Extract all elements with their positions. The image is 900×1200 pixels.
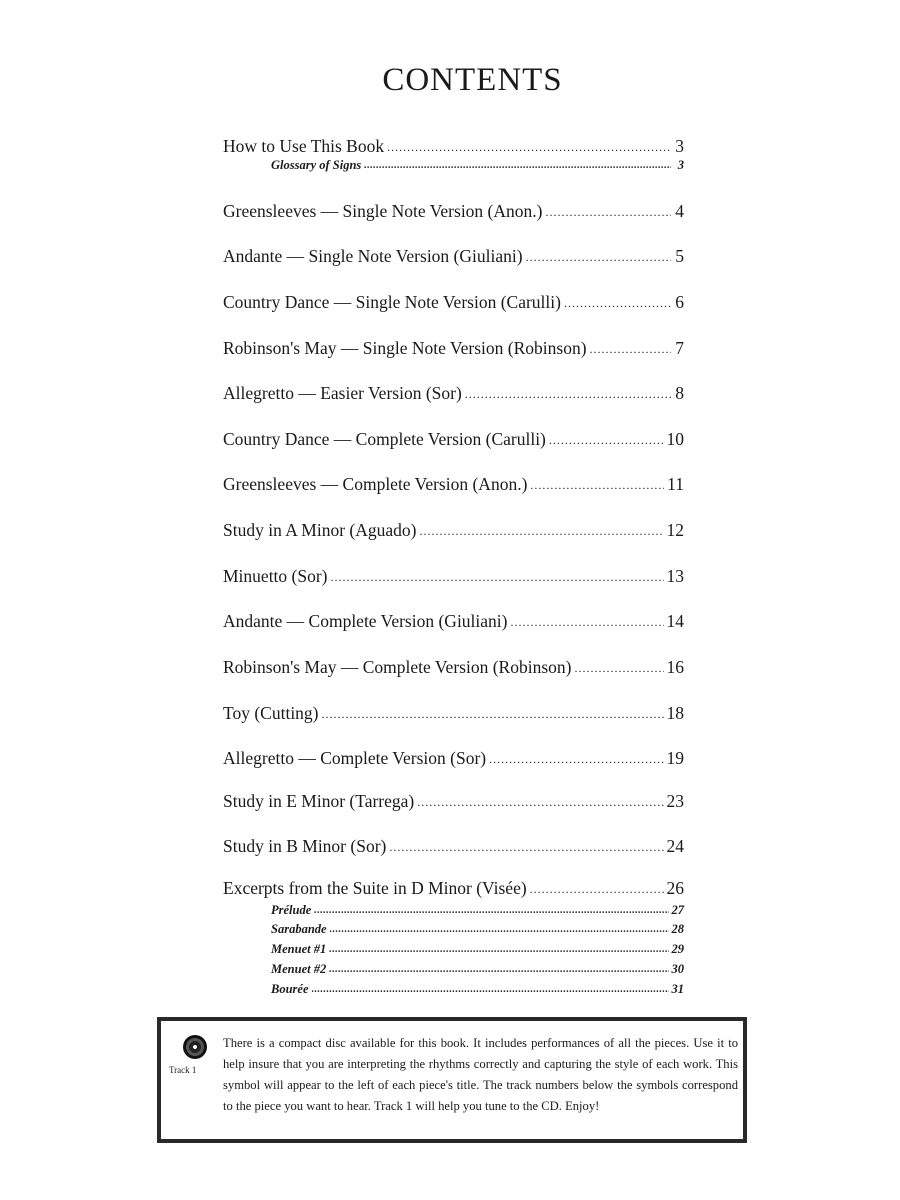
toc-entry-title: Andante — Complete Version (Giuliani)	[223, 611, 508, 631]
leader-dots	[389, 835, 663, 856]
toc-entry-page: 28	[671, 922, 684, 936]
leader-dots	[387, 135, 671, 156]
toc-entry-page: 3	[677, 158, 684, 172]
toc-entry-page: 13	[666, 566, 684, 586]
track-label: Track 1	[169, 1065, 197, 1075]
toc-entry	[223, 246, 684, 267]
toc-entry-page: 18	[666, 703, 684, 723]
toc-subentry	[271, 962, 684, 977]
toc-entry-title: Robinson's May — Complete Version (Robinson)	[223, 657, 572, 677]
leader-dots	[530, 473, 664, 494]
leader-dots	[549, 428, 664, 449]
toc-entry-page: 27	[671, 903, 684, 917]
toc-entry	[223, 201, 684, 222]
leader-dots	[564, 291, 671, 312]
toc-entry-page: 31	[671, 982, 684, 996]
toc-entry-page: 30	[671, 962, 684, 976]
toc-entry	[223, 878, 684, 899]
toc-entry-title: Menuet #1	[271, 942, 327, 956]
toc-entry-how-to-use	[223, 136, 684, 157]
toc-entry	[223, 791, 684, 812]
toc-entry	[223, 429, 684, 450]
toc-entry-title: Andante — Single Note Version (Giuliani)	[223, 246, 523, 266]
toc-entry-title: Prélude	[271, 903, 312, 917]
toc-entry	[223, 657, 684, 678]
toc-entry-title: How to Use This Book	[223, 136, 385, 156]
leader-dots	[590, 337, 671, 358]
toc-entry	[223, 383, 684, 404]
toc-entry	[223, 338, 684, 359]
toc-entry-page: 12	[666, 520, 684, 540]
leader-dots	[526, 245, 671, 266]
toc-entry-title: Minuetto (Sor)	[223, 566, 328, 586]
leader-dots	[511, 610, 664, 631]
cd-note-text: There is a compact disc available for this book. It includes performances of all the pieces. Use it to help insure that you are interpreting the rhythms correctly and capturing the style of each work. This symbol will appear to the left of each piece's title. The track numbers below the symbols correspond to the piece you want to hear. Track 1 will help you tune to the CD. Enjoy!	[223, 1036, 738, 1113]
toc-subentry	[271, 942, 684, 957]
toc-entry-title: Menuet #2	[271, 962, 327, 976]
toc-entry-page: 24	[666, 836, 684, 856]
toc-entry	[223, 748, 684, 769]
leader-dots	[574, 656, 663, 677]
leader-dots	[417, 790, 663, 811]
leader-dots	[545, 200, 671, 221]
toc-entry-page: 4	[675, 201, 684, 221]
toc-entry	[223, 836, 684, 857]
toc-entry-title: Allegretto — Complete Version (Sor)	[223, 748, 487, 768]
leader-dots	[314, 902, 668, 917]
leader-dots	[330, 921, 669, 936]
leader-dots	[331, 565, 664, 586]
leader-dots	[530, 877, 664, 898]
toc-subentry	[271, 982, 684, 997]
page-title: CONTENTS	[382, 62, 563, 98]
toc-entry-title: Toy (Cutting)	[223, 703, 319, 723]
leader-dots	[465, 382, 671, 403]
toc-subentry	[271, 922, 684, 937]
leader-dots	[489, 747, 663, 768]
toc-subentry	[271, 903, 684, 918]
toc-entry	[223, 611, 684, 632]
toc-entry-page: 29	[671, 942, 684, 956]
toc-entry-title: Allegretto — Easier Version (Sor)	[223, 383, 462, 403]
toc-entry-page: 6	[675, 292, 684, 312]
toc-entry-title: Excerpts from the Suite in D Minor (Visée)	[223, 878, 527, 898]
toc-entry-title: Study in E Minor (Tarrega)	[223, 791, 415, 811]
toc-entry-page: 10	[666, 429, 684, 449]
leader-dots	[312, 981, 669, 996]
toc-entry-title: Greensleeves — Single Note Version (Anon.)	[223, 201, 543, 221]
toc-entry	[223, 520, 684, 541]
toc-entry-page: 26	[666, 878, 684, 898]
toc-entry-page: 19	[666, 748, 684, 768]
toc-entry	[223, 566, 684, 587]
toc-entry-page: 8	[675, 383, 684, 403]
toc-entry-page: 5	[675, 246, 684, 266]
toc-entry-title: Sarabande	[271, 922, 327, 936]
leader-dots	[364, 157, 671, 172]
toc-entry-title: Country Dance — Single Note Version (Carulli)	[223, 292, 561, 312]
toc-entry	[223, 703, 684, 724]
toc-entry	[223, 292, 684, 313]
toc-entry	[223, 474, 684, 495]
toc-entry-title: Study in B Minor (Sor)	[223, 836, 387, 856]
toc-entry-title: Bourée	[271, 982, 309, 996]
toc-entry-title: Glossary of Signs	[271, 158, 362, 172]
toc-subentry-glossary	[271, 158, 684, 173]
leader-dots	[419, 519, 663, 540]
toc-entry-page: 7	[675, 338, 684, 358]
toc-entry-title: Study in A Minor (Aguado)	[223, 520, 417, 540]
toc-entry-page: 3	[675, 136, 684, 156]
leader-dots	[322, 702, 664, 723]
toc-entry-title: Country Dance — Complete Version (Carulli)	[223, 429, 546, 449]
leader-dots	[329, 941, 668, 956]
toc-entry-page: 14	[666, 611, 684, 631]
toc-entry-title: Robinson's May — Single Note Version (Robinson)	[223, 338, 587, 358]
cd-note-box	[157, 1017, 747, 1143]
toc-entry-page: 23	[666, 791, 684, 811]
toc-entry-title: Greensleeves — Complete Version (Anon.)	[223, 474, 528, 494]
leader-dots	[329, 961, 668, 976]
toc-entry-page: 16	[666, 657, 684, 677]
compact-disc-icon	[183, 1035, 207, 1059]
toc-entry-page: 11	[667, 474, 684, 494]
